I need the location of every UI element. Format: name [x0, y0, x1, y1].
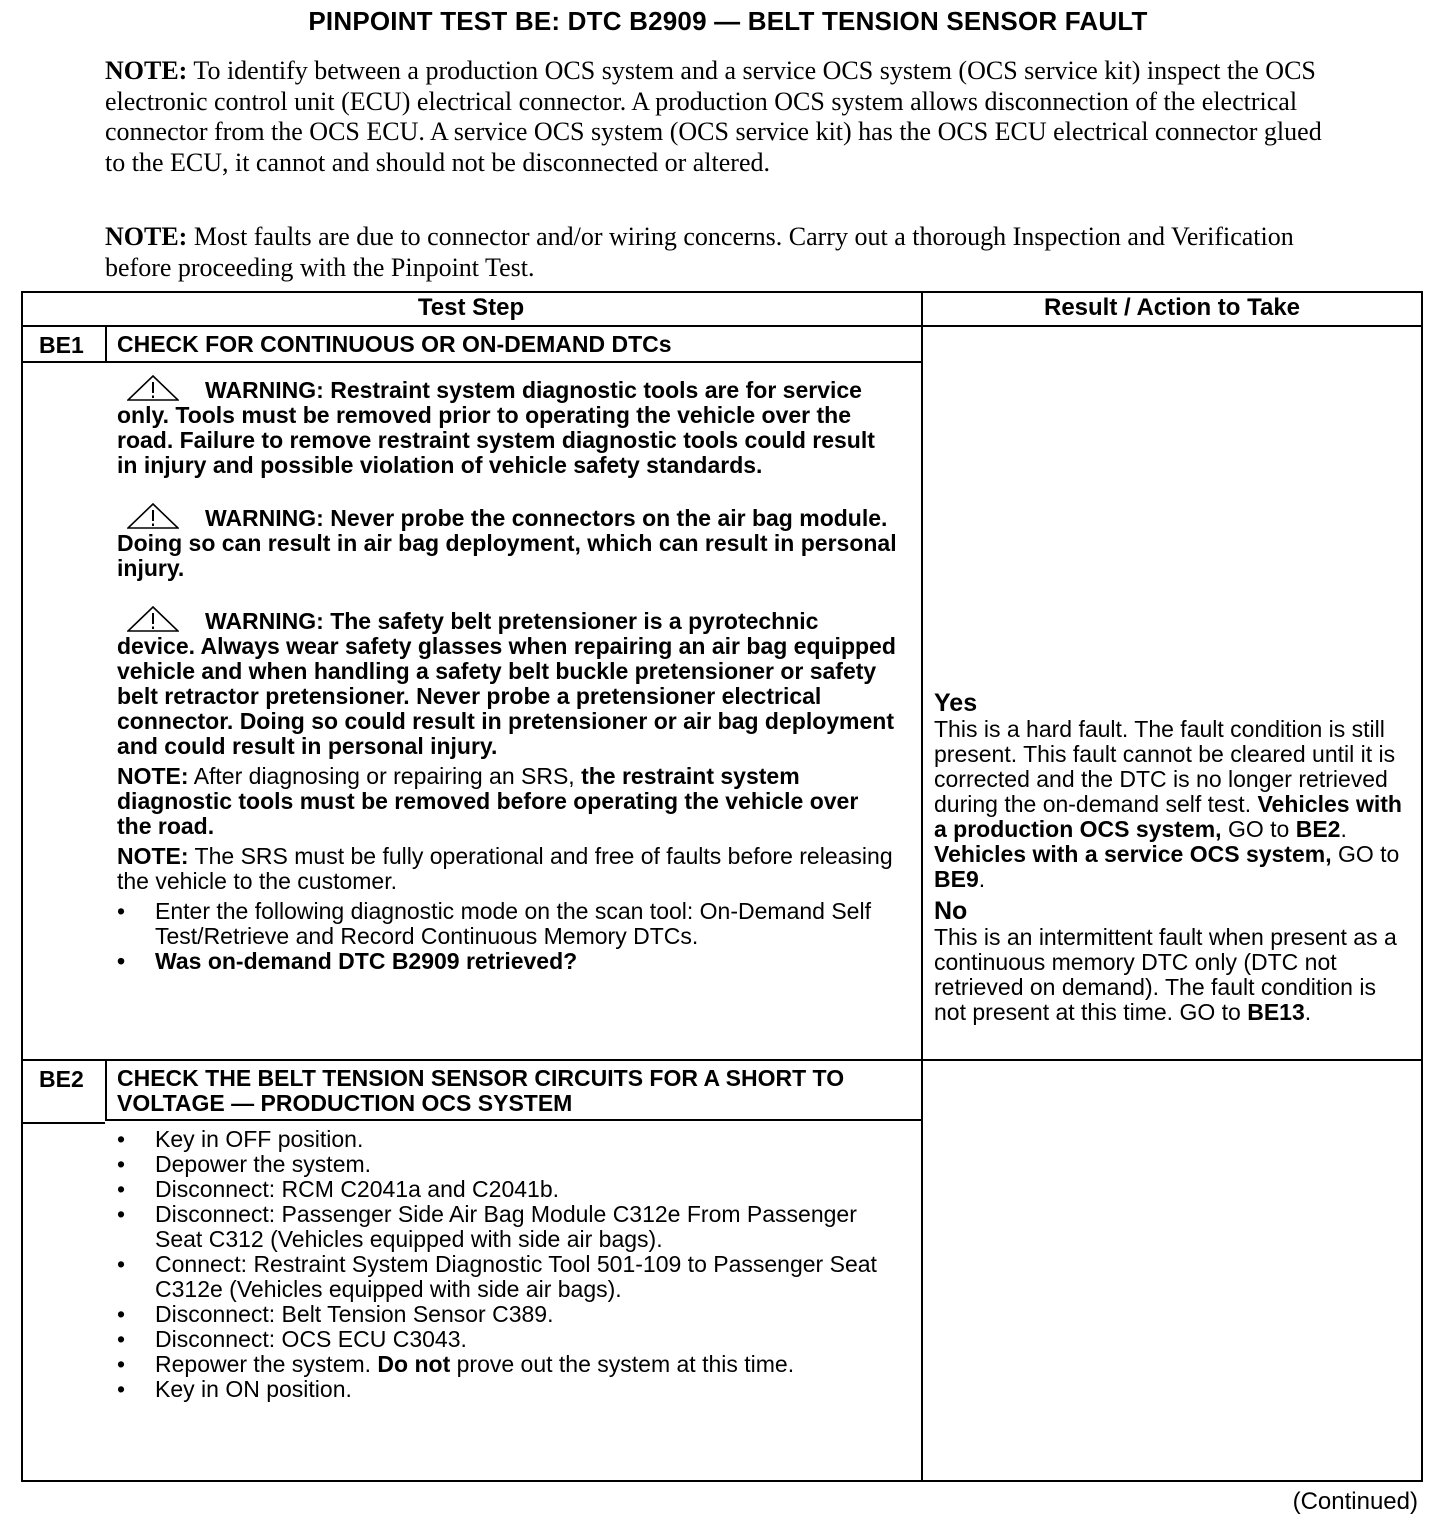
result-yes-text: This is a hard fault. The fault condition is still present. This fault cannot be cleared until it is corrected and the DTC is no longer retrieved during the on-demand self test. Vehicles with a production OCS system, GO to BE2. Vehicles with a service OCS system, GO to BE9.	[934, 716, 1402, 892]
intro-note-inspection	[105, 222, 1335, 283]
continued-label: (Continued)	[1292, 1488, 1418, 1515]
column-divider	[921, 291, 923, 1482]
step-id-be1: BE1	[39, 332, 84, 358]
list-item: • Key in OFF position.	[117, 1127, 897, 1152]
header-test-step: Test Step	[417, 294, 525, 321]
warning-diagnostic-tools: WARNING: Restraint system diagnostic tools are for service only. Tools must be removed prior to operating the vehicle over the road. Failure to remove restraint system diagnostic tools could result in injury and possible violation of vehicle safety standards.	[117, 377, 875, 478]
table-border-bottom	[21, 1480, 1423, 1482]
goto-be2-link[interactable]: BE2	[1295, 816, 1341, 842]
warning-triangle-icon	[127, 606, 179, 632]
header-result: Result / Action to Take	[1043, 294, 1301, 321]
pinpoint-table	[21, 291, 1423, 1482]
note-label: NOTE:	[105, 222, 188, 251]
list-item: • Depower the system.	[117, 1152, 897, 1177]
step-title-divider	[21, 361, 922, 363]
list-item: • Disconnect: RCM C2041a and C2041b.	[117, 1177, 897, 1202]
result-no-heading: No	[934, 897, 968, 925]
step-id-be2: BE2	[39, 1066, 84, 1092]
list-item: • Connect: Restraint System Diagnostic Tool 501-109 to Passenger Seat C312e (Vehicles equipped with side air bags).	[117, 1252, 897, 1302]
list-item: • Enter the following diagnostic mode on the scan tool: On-Demand Self Test/Retrieve and Record Continuous Memory DTCs.	[117, 899, 897, 949]
step-title-be2: CHECK THE BELT TENSION SENSOR CIRCUITS FOR A SHORT TO VOLTAGE — PRODUCTION OCS SYSTEM	[117, 1065, 845, 1116]
note-srs-operational: NOTE: The SRS must be fully operational and free of faults before releasing the vehicle to the customer.	[117, 843, 893, 894]
warning-pretensioner: WARNING: The safety belt pretensioner is a pyrotechnic device. Always wear safety glasses when repairing an air bag equipped vehicle and when handling a safety belt buckle pretensioner or safety belt retractor pretensioner. Never probe a pretensioner electrical connector. Doing so could result in pretensioner or air bag deployment and could result in personal injury.	[117, 608, 896, 759]
step-bullets-be1	[117, 899, 897, 974]
step-title-be1: CHECK FOR CONTINUOUS OR ON-DEMAND DTCs	[117, 331, 672, 357]
list-item: • Key in ON position.	[117, 1377, 897, 1402]
result-yes-heading: Yes	[934, 689, 978, 717]
warning-triangle-icon	[127, 503, 179, 529]
step-body-be2	[117, 1127, 897, 1402]
warning-probe-connectors: WARNING: Never probe the connectors on the air bag module. Doing so can result in air bag deployment, which can result in personal injury.	[117, 505, 897, 581]
header-divider	[21, 325, 1423, 327]
result-no-text: This is an intermittent fault when present as a continuous memory DTC only (DTC not retrieved on demand). The fault condition is not present at this time. GO to BE13.	[934, 924, 1397, 1025]
step-title-divider	[105, 1119, 922, 1121]
step-bullets-be2	[117, 1127, 897, 1402]
list-item: • Disconnect: Belt Tension Sensor C389.	[117, 1302, 897, 1327]
list-item-question: • Was on-demand DTC B2909 retrieved?	[117, 949, 897, 974]
row-divider	[21, 1059, 1423, 1061]
result-be1	[934, 690, 1414, 1025]
note-remove-tools: NOTE: After diagnosing or repairing an SRS, the restraint system diagnostic tools must be removed before operating the vehicle over the road.	[117, 763, 859, 839]
warning-triangle-icon	[127, 375, 179, 401]
note-label: NOTE:	[105, 56, 188, 85]
step-body-be1	[117, 375, 897, 974]
list-item: • Disconnect: Passenger Side Air Bag Module C312e From Passenger Seat C312 (Vehicles equipped with side air bags).	[117, 1202, 897, 1252]
list-item-repower: • Repower the system. Do not prove out the system at this time.	[117, 1352, 897, 1377]
step-title-divider	[21, 1122, 105, 1124]
intro-note-ocs	[105, 56, 1335, 178]
page-title: PINPOINT TEST BE: DTC B2909 — BELT TENSION SENSOR FAULT	[308, 6, 1148, 36]
table-border-right	[1421, 291, 1423, 1482]
table-border-left	[21, 291, 23, 1482]
step-id-divider	[105, 1060, 107, 1121]
goto-be9-link[interactable]: BE9	[934, 866, 979, 892]
note-text: To identify between a production OCS system and a service OCS system (OCS service kit) inspect the OCS electronic control unit (ECU) electrical connector. A production OCS system allows disconnection of the electrical connector from the OCS ECU. A service OCS system (OCS service kit) has the OCS ECU electrical connector glued to the ECU, it cannot and should not be disconnected or altered.	[105, 56, 1322, 177]
list-item: • Disconnect: OCS ECU C3043.	[117, 1327, 897, 1352]
step-id-divider	[105, 326, 107, 363]
goto-be13-link[interactable]: BE13	[1247, 999, 1305, 1025]
note-text: Most faults are due to connector and/or wiring concerns. Carry out a thorough Inspection and Verification before proceeding with the Pinpoint Test.	[105, 222, 1294, 282]
